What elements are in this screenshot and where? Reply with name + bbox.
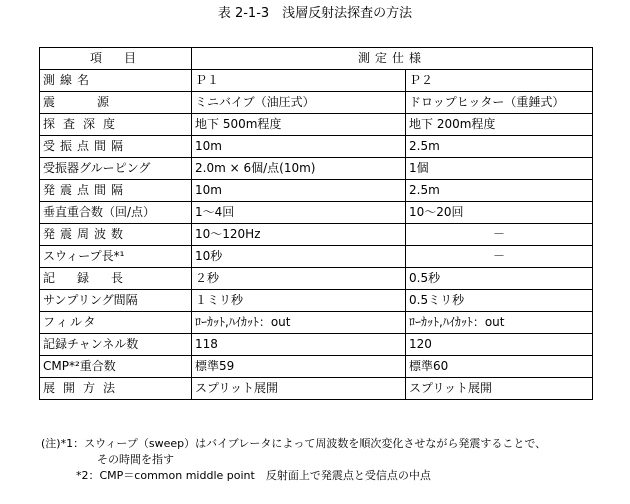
cell-p1: ﾛｰｶｯﾄ,ﾊｲｶｯﾄ：out (192, 312, 406, 334)
cell-p1: 標準59 (192, 356, 406, 378)
cell-p1: 1～4回 (192, 202, 406, 224)
footnote-1: (注)*1：スウィープ（sweep）はバイブレータによって周波数を順次変化させながら発震することで、 (41, 437, 547, 450)
cell-p1: 10m (192, 180, 406, 202)
cell-p1: 地下 500m程度 (192, 114, 406, 136)
table-row (40, 246, 593, 268)
row-label: 測線名 (40, 70, 192, 92)
table-row (40, 202, 593, 224)
cell-p1: 10m (192, 136, 406, 158)
row-label: 記録チャンネル数 (40, 334, 192, 356)
table-header-row (40, 48, 593, 70)
table-row (40, 136, 593, 158)
row-label: 記録長 (40, 268, 192, 290)
row-label: 受振器グルーピング (40, 158, 192, 180)
row-label: フィルタ (40, 312, 192, 334)
row-label: 垂直重合数（回/点） (40, 202, 192, 224)
cell-p2: 1個 (406, 158, 593, 180)
cell-p1: 118 (192, 334, 406, 356)
row-label: スウィープ長*¹ (40, 246, 192, 268)
cell-p1: １ミリ秒 (192, 290, 406, 312)
cell-p2: ドロップヒッター（重錘式） (406, 92, 593, 114)
cell-p1: 10～120Hz (192, 224, 406, 246)
row-label: 探査深度 (40, 114, 192, 136)
row-label: 発震点間隔 (40, 180, 192, 202)
cell-p2: スプリット展開 (406, 378, 593, 400)
table-row (40, 356, 593, 378)
table-row (40, 268, 593, 290)
cell-p2: 120 (406, 334, 593, 356)
cell-p1: Ｐ１ (192, 70, 406, 92)
row-label: 発震周波数 (40, 224, 192, 246)
row-label: 震源 (40, 92, 192, 114)
table-row (40, 312, 593, 334)
page-title: 表 2-1-3 浅層反射法探査の方法 (217, 6, 413, 21)
cell-p1: ２秒 (192, 268, 406, 290)
cell-p2: － (406, 224, 593, 246)
cell-p1: ミニバイブ（油圧式） (192, 92, 406, 114)
cell-p1: 2.0m × 6個/点(10m) (192, 158, 406, 180)
cell-p1: スプリット展開 (192, 378, 406, 400)
header-item: 項 目 (40, 48, 192, 70)
cell-p2: 0.5ミリ秒 (406, 290, 593, 312)
table-row (40, 378, 593, 400)
cell-p2: 2.5m (406, 180, 593, 202)
cell-p2: 標準60 (406, 356, 593, 378)
spec-table (39, 47, 593, 400)
cell-p2: 2.5m (406, 136, 593, 158)
table-row (40, 224, 593, 246)
cell-p2: 0.5秒 (406, 268, 593, 290)
table-row (40, 92, 593, 114)
table-row (40, 334, 593, 356)
footnote-1-continuation: その時間を指す (97, 453, 174, 466)
cell-p1: 10秒 (192, 246, 406, 268)
table-row (40, 114, 593, 136)
footnote-2: *2：CMP＝common middle point 反射面上で発震点と受信点の中点 (76, 469, 431, 482)
footnotes (41, 436, 621, 484)
row-label: 受振点間隔 (40, 136, 192, 158)
cell-p2: － (406, 246, 593, 268)
row-label: 展開方法 (40, 378, 192, 400)
cell-p2: 地下 200m程度 (406, 114, 593, 136)
cell-p2: Ｐ２ (406, 70, 593, 92)
table-row (40, 70, 593, 92)
table-row (40, 158, 593, 180)
row-label: サンプリング間隔 (40, 290, 192, 312)
table-row (40, 290, 593, 312)
table-row (40, 180, 593, 202)
row-label: CMP*²重合数 (40, 356, 192, 378)
header-spec: 測定仕様 (192, 48, 593, 70)
cell-p2: 10～20回 (406, 202, 593, 224)
cell-p2: ﾛｰｶｯﾄ,ﾊｲｶｯﾄ：out (406, 312, 593, 334)
